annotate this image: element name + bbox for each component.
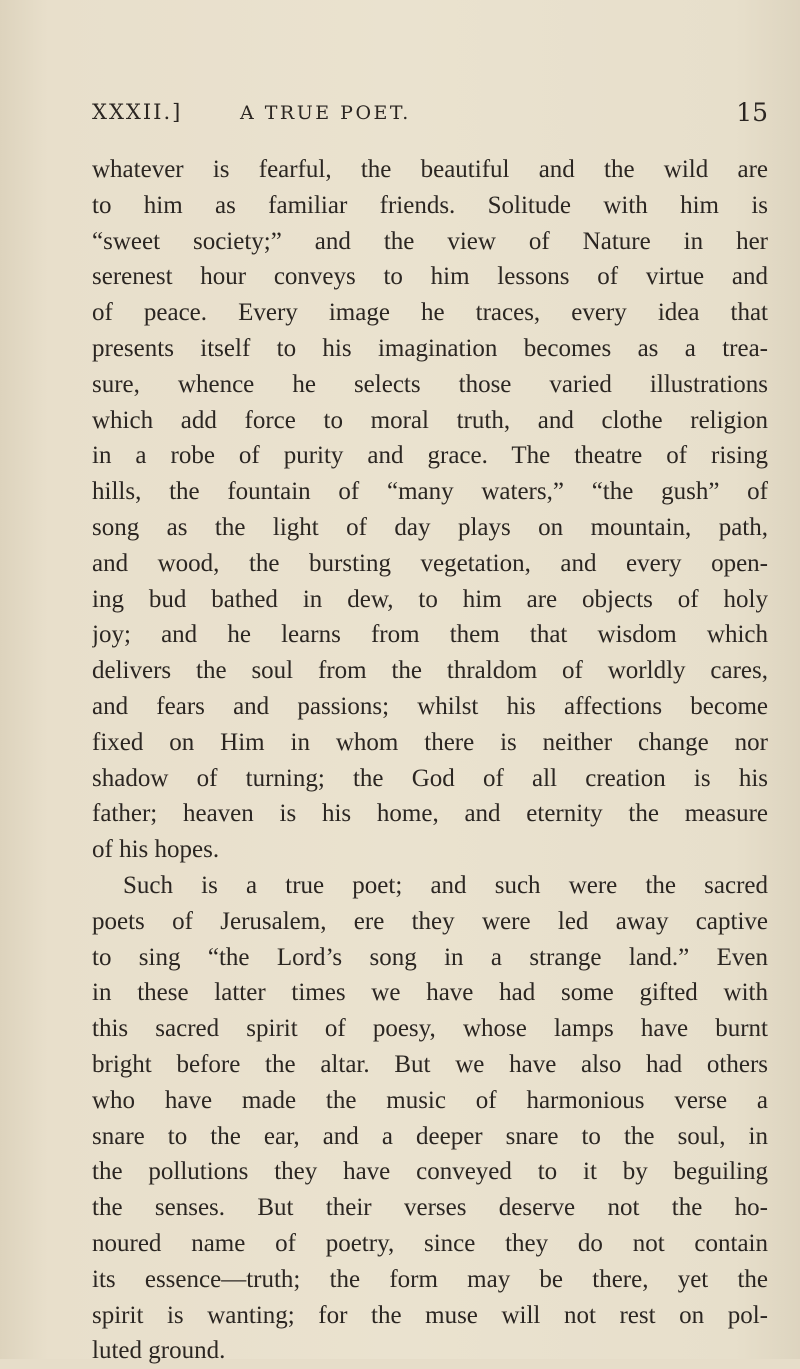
- text-line: to sing “the Lord’s song in a strange land.” Even: [92, 943, 768, 971]
- running-title: A TRUE POET.: [240, 102, 411, 124]
- text-line: hills, the fountain of “many waters,” “the gush” of: [92, 478, 768, 506]
- text-line: of peace. Every image he traces, every idea that: [92, 299, 768, 327]
- text-line: snare to the ear, and a deeper snare to the soul, in: [92, 1122, 768, 1150]
- paragraph-end-line: of his hopes.: [92, 836, 220, 864]
- chapter-number: XXXII.]: [92, 100, 183, 124]
- text-line: the pollutions they have conveyed to it by beguiling: [92, 1158, 768, 1186]
- text-line: noured name of poetry, since they do not contain: [92, 1229, 768, 1257]
- text-line: to him as familiar friends. Solitude with him is: [92, 191, 768, 219]
- text-line: bright before the altar. But we have also had others: [92, 1050, 768, 1078]
- text-line: serenest hour conveys to him lessons of virtue and: [92, 263, 768, 291]
- text-line: the senses. But their verses deserve not the ho-: [92, 1194, 768, 1222]
- text-line: in a robe of purity and grace. The theatre of rising: [92, 442, 768, 470]
- text-line: and wood, the bursting vegetation, and every open-: [92, 549, 768, 577]
- text-line: song as the light of day plays on mountain, path,: [92, 513, 768, 541]
- text-line: shadow of turning; the God of all creation is his: [92, 764, 768, 792]
- text-line: “sweet society;” and the view of Nature in her: [92, 227, 768, 255]
- running-head: [92, 100, 768, 140]
- text-line: presents itself to his imagination becomes as a trea-: [92, 334, 768, 362]
- text-line: joy; and he learns from them that wisdom which: [92, 621, 768, 649]
- text-line: father; heaven is his home, and eternity the measure: [92, 800, 768, 828]
- text-line: in these latter times we have had some gifted with: [92, 979, 768, 1007]
- text-line: poets of Jerusalem, ere they were led away captive: [92, 907, 768, 935]
- text-line: which add force to moral truth, and clothe religion: [92, 406, 768, 434]
- text-line: and fears and passions; whilst his affections become: [92, 692, 768, 720]
- text-line: who have made the music of harmonious verse a: [92, 1086, 768, 1114]
- text-line: its essence—truth; the form may be there, yet the: [92, 1265, 768, 1293]
- body-text: [92, 152, 768, 1369]
- paragraph-end-line: luted ground.: [92, 1337, 226, 1365]
- text-line: delivers the soul from the thraldom of worldly cares,: [92, 657, 768, 685]
- page-number: 15: [736, 98, 768, 127]
- text-line: whatever is fearful, the beautiful and the wild are: [92, 156, 768, 183]
- paragraph-start-line: Such is a true poet; and such were the sacred: [123, 871, 768, 899]
- text-line: spirit is wanting; for the muse will not rest on pol-: [92, 1301, 768, 1329]
- text-line: this sacred spirit of poesy, whose lamps have burnt: [92, 1015, 768, 1043]
- text-line: ing bud bathed in dew, to him are objects of holy: [92, 585, 768, 613]
- text-line: fixed on Him in whom there is neither change nor: [92, 728, 768, 756]
- text-line: sure, whence he selects those varied illustrations: [92, 370, 768, 398]
